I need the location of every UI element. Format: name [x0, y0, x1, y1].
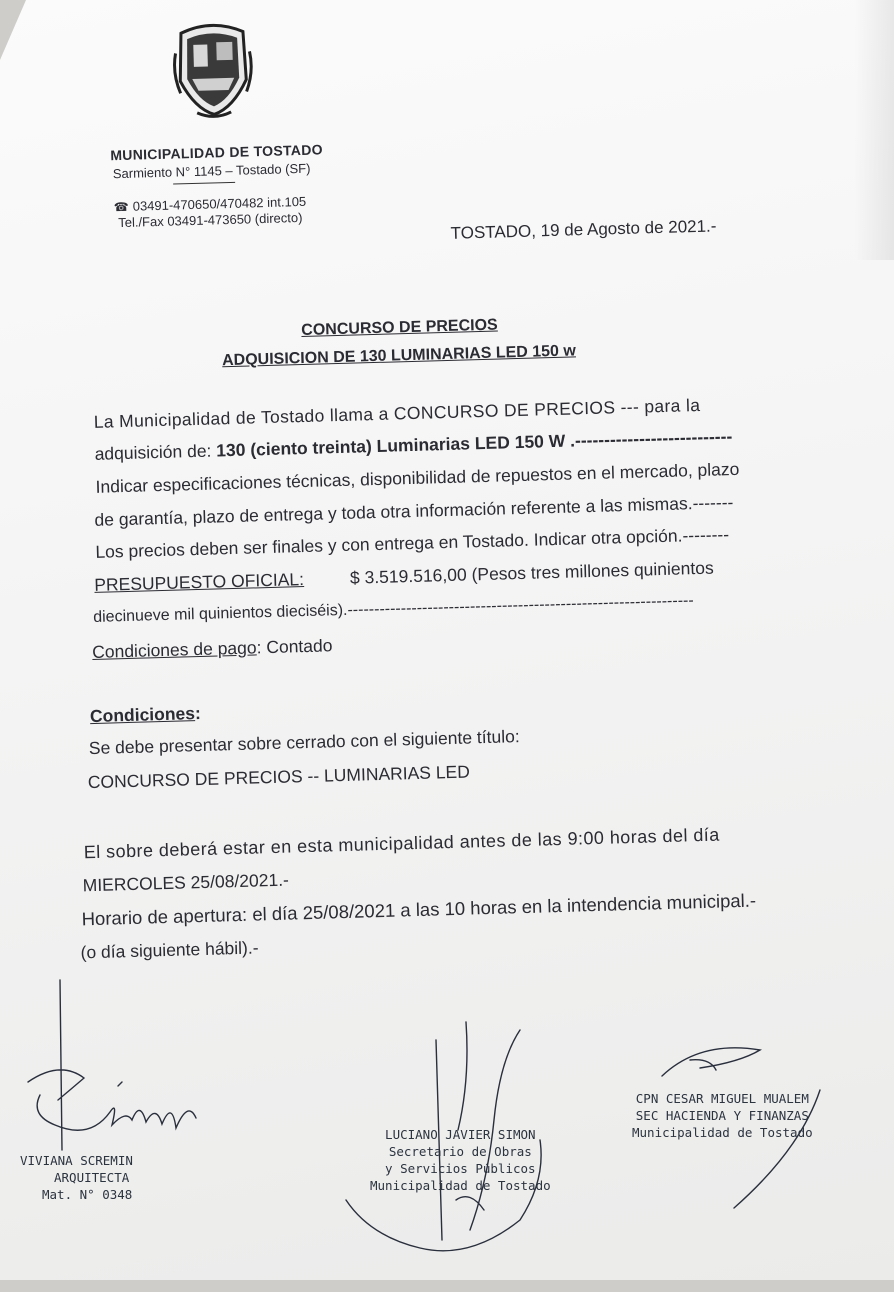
condiciones-line-2: CONCURSO DE PRECIOS -- LUMINARIAS LED: [87, 761, 471, 793]
condiciones-pago-label: Condiciones de pago: [91, 637, 257, 662]
paragraph-line-2: adquisición de: 130 (ciento treinta) Luminarias LED 150 W .---------------------------: [94, 426, 733, 464]
plazo-line-4: (o día siguiente hábil).-: [80, 937, 259, 963]
phone-icon: ☎: [113, 199, 129, 215]
paragraph-line-5: Los precios deben ser finales y con entrega en Tostado. Indicar otra opción.--------: [95, 524, 730, 562]
presupuesto-line: [94, 558, 714, 596]
institution-name: MUNICIPALIDAD DE TOSTADO: [110, 141, 324, 164]
paragraph-line-7: diecinueve mil quinientos dieciséis).-----------------------------------------------------------------: [92, 592, 694, 626]
paragraph-line-4: de garantía, plazo de entrega y toda otra información referente a las mismas.-------: [94, 492, 734, 530]
signature-right-line3: Municipalidad de Tostado: [632, 1125, 813, 1140]
phone-line-1: ☎ 03491-470650/470482 int.105: [113, 193, 307, 215]
signature-middle: [370, 1126, 551, 1194]
date-line: TOSTADO, 19 de Agosto de 2021.-: [450, 216, 717, 243]
signature-left: [20, 1152, 133, 1203]
title-adquisicion: ADQUISICION DE 130 LUMINARIAS LED 150 w: [221, 342, 577, 370]
signature-left-title: ARQUITECTA: [54, 1170, 130, 1185]
condiciones-pago-value: : Contado: [256, 635, 333, 658]
signature-right-name: CPN CESAR MIGUEL MUALEM: [635, 1091, 809, 1106]
signature-middle-name: LUCIANO JAVIER SIMON: [385, 1127, 536, 1142]
header-divider: [173, 182, 235, 185]
plazo-line-3: Horario de apertura: el día 25/08/2021 a las 10 horas en la intendencia municipal.-: [81, 889, 757, 930]
institution-address: Sarmiento N° 1145 – Tostado (SF): [112, 160, 311, 182]
condiciones-pago-line: [92, 635, 333, 663]
municipal-crest-icon: [171, 21, 256, 119]
plazo-line-1: El sobre deberá estar en esta municipalidad antes de las 9:00 horas del día: [83, 824, 720, 863]
signature-middle-line2: Secretario de Obras: [388, 1144, 532, 1159]
presupuesto-label: PRESUPUESTO OFICIAL:: [94, 569, 305, 595]
signature-left-mat: Mat. N° 0348: [42, 1187, 133, 1202]
condiciones-line-1: Se debe presentar sobre cerrado con el siguiente título:: [88, 726, 520, 759]
phone-line-2: Tel./Fax 03491-473650 (directo): [118, 209, 303, 231]
presupuesto-value: $ 3.519.516,00 (Pesos tres millones quinientos: [349, 557, 714, 588]
signature-left-name: VIVIANA SCREMIN: [20, 1153, 133, 1168]
signature-middle-line3: y Servicios Públicos: [385, 1161, 536, 1176]
signature-right-line2: SEC HACIENDA Y FINANZAS: [635, 1108, 809, 1123]
paragraph-line-1: La Municipalidad de Tostado llama a CONCURSO DE PRECIOS --- para la: [93, 394, 701, 432]
plazo-line-2: MIERCOLES 25/08/2021.-: [82, 869, 290, 896]
paragraph-line-3: Indicar especificaciones técnicas, disponibilidad de repuestos en el mercado, plazo: [95, 458, 740, 497]
title-concurso: CONCURSO DE PRECIOS: [301, 316, 498, 340]
signature-middle-line4: Municipalidad de Tostado: [370, 1178, 551, 1193]
condiciones-heading: Condiciones:: [89, 702, 202, 727]
signature-right: [632, 1090, 813, 1141]
